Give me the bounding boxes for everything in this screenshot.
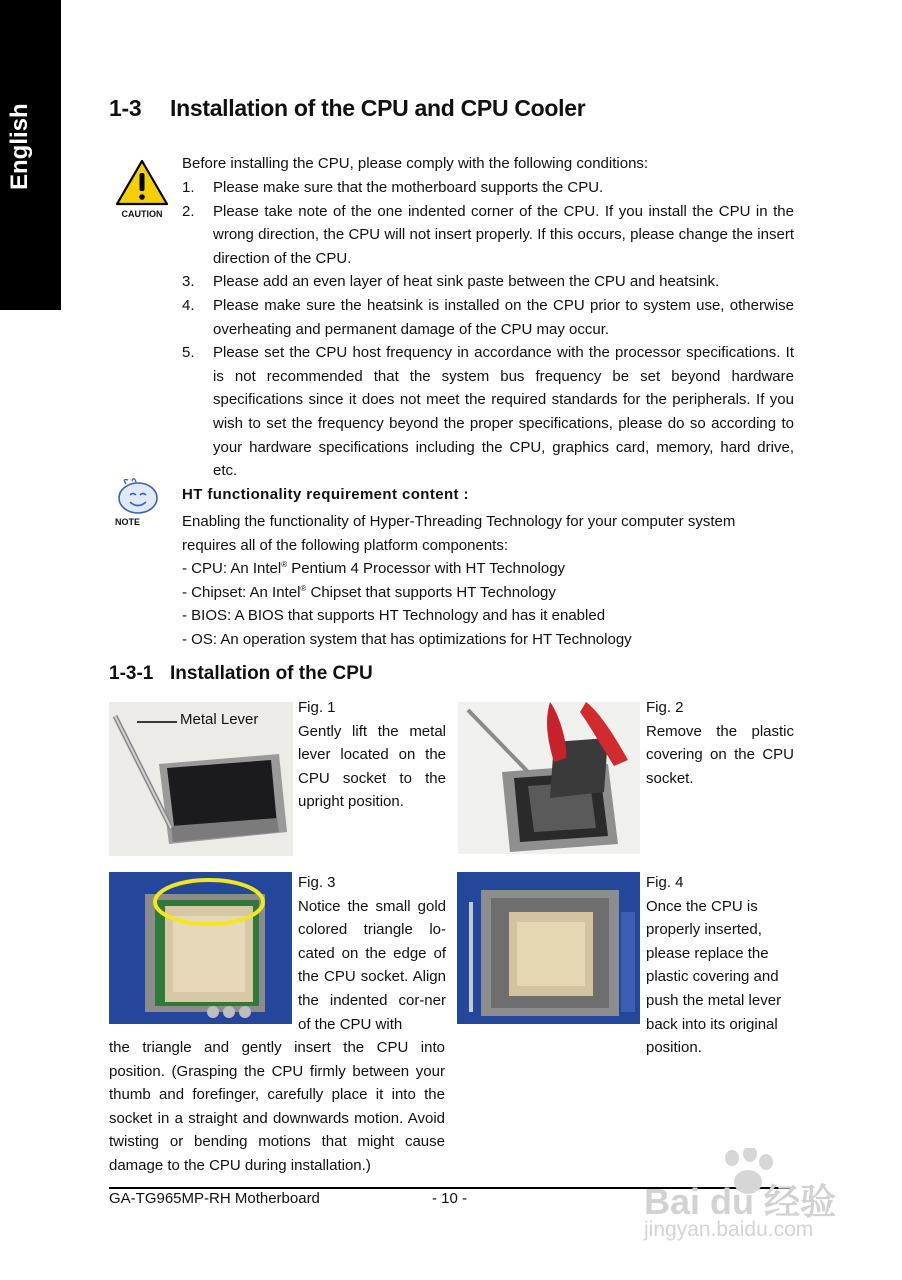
list-item <box>182 270 794 294</box>
fig4-caption <box>646 871 794 1060</box>
fig3-caption <box>298 871 446 1036</box>
fig3-title: Fig. 3 <box>298 874 336 891</box>
footer-model: GA-TG965MP-RH Motherboard <box>109 1190 320 1207</box>
fig3-text: Notice the small gold colored triangle lo-cated on the edge of the CPU socket. Align the indented cor-ner of the CPU with <box>298 897 446 1033</box>
fig2-photo <box>458 702 640 854</box>
fig4-socket-illustration <box>457 872 640 1024</box>
list-item-text: Please set the CPU host frequency in accordance with the processor specifications. It is not recommended that the system bus frequency be set beyond hardware specifications since it does not meet the required standards for the peripherals. If you wish to set the frequency beyond the proper specifications, please do so according to your hardware specifications including the CPU, graphics card, memory, hard drive, etc. <box>213 344 794 480</box>
note-line: requires all of the following platform components: <box>182 536 509 554</box>
fig3-text-continued: the triangle and gently insert the CPU into position. (Grasping the CPU firmly between your thumb and forefinger, carefully place it into the socket in a straight and downwards motion. Avoid twisting or bending motions that might cause damage to the CPU during installation.) <box>109 1039 445 1174</box>
registered-mark: ® <box>281 560 288 570</box>
list-item-number: 1. <box>182 179 195 196</box>
note-line: Enabling the functionality of Hyper-Threading Technology for your computer system <box>182 513 736 530</box>
baidu-watermark <box>640 1148 850 1248</box>
fig4-text: Once the CPU is properly inserted, please replace the plastic covering and push the metal lever back into its original position. <box>646 897 782 1057</box>
note-label: NOTE <box>115 517 141 527</box>
fig2-caption <box>646 696 794 790</box>
list-item-text: Please make sure that the motherboard supports the CPU. <box>213 179 604 196</box>
list-item-number: 2. <box>182 202 195 220</box>
watermark-brand: Bai du 经验 <box>644 1181 837 1222</box>
list-item <box>182 341 794 483</box>
note-block <box>112 476 162 527</box>
note-chipset-line <box>182 581 794 605</box>
fig1-callout: Metal Lever <box>180 711 259 728</box>
fig1-title: Fig. 1 <box>298 699 336 716</box>
note-body <box>182 510 794 652</box>
list-item <box>182 200 794 271</box>
fig4-title: Fig. 4 <box>646 874 684 891</box>
list-item-number: 4. <box>182 296 195 314</box>
subsection-heading <box>109 663 373 685</box>
list-item <box>182 294 794 341</box>
section-heading <box>109 95 585 122</box>
list-item-text: Please take note of the one indented corner of the CPU. If you install the CPU in the wrong direction, the CPU will not insert properly. If this occurs, please change the insert direction of the CPU. <box>213 202 794 267</box>
fig4-photo <box>457 872 640 1024</box>
list-item-text: Please make sure the heatsink is installed on the CPU prior to system use, otherwise overheating and permanent damage of the CPU may occur. <box>213 296 794 338</box>
note-bios-line: - BIOS: A BIOS that supports HT Technology and has it enabled <box>182 607 606 625</box>
subsection-number: 1-3-1 <box>109 663 154 684</box>
smiley-note-icon <box>112 476 160 516</box>
list-item-number: 3. <box>182 273 195 291</box>
caution-icon <box>114 158 170 206</box>
list-item-number: 5. <box>182 344 195 362</box>
note-chipset-text-2: Chipset that supports HT Technology <box>306 583 556 601</box>
fig2-socket-illustration <box>458 702 640 854</box>
footer-page-number: - 10 - <box>432 1190 468 1207</box>
subsection-title: Installation of the CPU <box>170 663 373 684</box>
note-cpu-text-2: Pentium 4 Processor with HT Technology <box>287 560 566 578</box>
note-cpu-line <box>182 557 794 581</box>
list-item <box>182 176 794 200</box>
watermark-url: jingyan.baidu.com <box>644 1218 814 1241</box>
note-cpu-text: - CPU: An Intel <box>182 560 282 578</box>
caution-list <box>182 176 794 483</box>
fig2-title: Fig. 2 <box>646 699 684 716</box>
caution-label: CAUTION <box>121 209 163 219</box>
section-number: 1-3 <box>109 95 142 121</box>
note-chipset-text: - Chipset: An Intel <box>182 583 301 601</box>
registered-mark: ® <box>300 583 307 593</box>
language-label: English <box>6 103 33 190</box>
caution-block <box>114 158 170 219</box>
fig2-text: Remove the plastic covering on the CPU socket. <box>646 722 794 787</box>
fig1-text: Gently lift the metal lever located on the CPU socket to the upright position. <box>298 722 446 811</box>
note-os-line: - OS: An operation system that has optimizations for HT Technology <box>182 630 632 648</box>
caution-intro: Before installing the CPU, please comply with the following conditions: <box>182 155 649 172</box>
language-side-tab <box>0 0 61 310</box>
section-title: Installation of the CPU and CPU Cooler <box>170 95 586 121</box>
fig3-photo <box>109 872 292 1024</box>
fig1-caption <box>298 696 446 814</box>
note-heading: HT functionality requirement content : <box>182 486 469 503</box>
list-item-text: Please add an even layer of heat sink paste between the CPU and heatsink. <box>213 273 720 291</box>
fig3-socket-illustration <box>109 872 292 1024</box>
